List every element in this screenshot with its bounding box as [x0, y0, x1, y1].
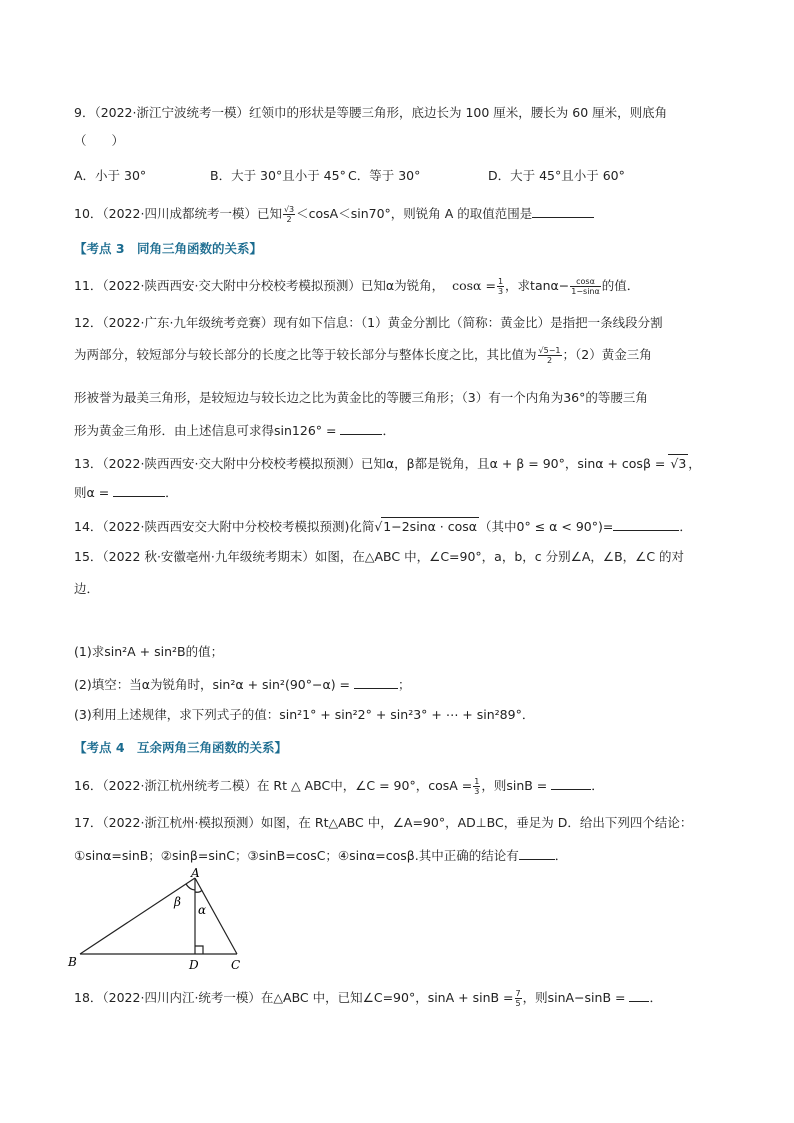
fraction-numerator: 1: [474, 777, 480, 786]
question-13-line-1: 13．（2022·陕西西安·交大附中分校校考模拟预测）已知α，β都是锐角，且α + β = 90°，sinα + cosβ = √3 ，: [74, 456, 701, 471]
option-c: C．等于 30°: [348, 168, 421, 183]
answer-blank: [629, 988, 649, 1002]
option-b: B．大于 30°且小于 45°: [210, 168, 346, 183]
question-15-sub-2-text: (2)填空：当α为锐角时，sin²α + sin²(90°−α) =: [74, 677, 351, 692]
triangle-figure: [66, 868, 256, 974]
question-12-line-3: 形被誉为最美三角形，是较短边与较长边之比为黄金比的等腰三角形；（3）有一个内角为36°的等腰三角: [74, 390, 648, 405]
fraction-denominator: 5: [515, 999, 521, 1008]
answer-blank: [340, 421, 382, 435]
label-beta: β: [174, 895, 181, 909]
option-a: A．小于 30°: [74, 168, 147, 183]
question-18: 18．（2022·四川内江·统考一模）在△ABC 中，已知∠C=90°，sinA + sinB = $\frac{7}{5}$ ，则sinA−sinB = ．: [74, 989, 662, 1008]
right-angle-marker: [195, 946, 203, 954]
answer-blank: [519, 846, 555, 860]
question-15-sub-2: (2)填空：当α为锐角时，sin²α + sin²(90°−α) = ；: [74, 677, 411, 692]
answer-blank: [613, 517, 679, 531]
question-16-prefix: 16．（2022·浙江杭州统考二模）在 Rt △ ABC中，∠C = 90°，cosA =: [74, 778, 473, 793]
fraction-numerator: √3: [283, 205, 295, 214]
answer-blank: [551, 776, 591, 790]
question-10-prefix: 10．（2022·四川成都统考一模）已知: [74, 206, 282, 221]
fraction-numerator: √5−1: [538, 346, 561, 355]
sqrt-radicand: 1−2sinα · cosα: [383, 519, 478, 534]
question-11-suffix: 的值．: [601, 278, 640, 293]
question-9-text: 9．（2022·浙江宁波统考一模）红领巾的形状是等腰三角形，底边长为 100 厘米，腰长为 60 厘米，则底角: [74, 105, 668, 120]
question-16-suffix: ，则sinB =: [481, 778, 548, 793]
section-heading-3: 【考点 3 同角三角函数的关系】: [74, 241, 263, 256]
fraction-denominator: 3: [474, 787, 480, 796]
question-12-line-2: [74, 346, 652, 365]
fraction-denominator: 3: [497, 287, 504, 296]
question-17-line-2: ①sinα=sinB；②sinβ=sinC；③sinB=cosC；④sinα=cosβ.其中正确的结论有 ．: [74, 848, 568, 863]
fraction-numerator: cosα: [570, 277, 601, 287]
angle-alpha-arc: [195, 890, 202, 892]
question-15-sub-1: (1)求sin²A + sin²B的值；: [74, 644, 224, 659]
question-11-cos: cosα =: [452, 278, 496, 293]
question-18-suffix: ，则sinA−sinB =: [522, 990, 626, 1005]
label-b: B: [68, 955, 77, 969]
label-alpha: α: [198, 903, 207, 917]
question-13-line-2-text: 则α =: [74, 485, 110, 500]
question-12-line-4-text: 形为黄金三角形．由上述信息可求得sin126° =: [74, 423, 337, 438]
fraction-denominator: 2: [546, 356, 553, 365]
question-16: 16．（2022·浙江杭州统考二模）在 Rt △ ABC中，∠C = 90°，cosA = $\frac{1}{3}$ ，则sinB = ．: [74, 777, 604, 796]
fraction-numerator: 7: [515, 989, 521, 998]
question-11-prefix: 11．（2022·陕西西安·交大附中分校校考模拟预测）已知α为锐角，: [74, 278, 445, 293]
fraction-numerator: 1: [497, 277, 504, 286]
question-10-fraction: [283, 205, 295, 224]
question-14: 14．（2022·陕西西安交大附中分校校考模拟预测)化简√1−2sinα · cosα （其中0° ≤ α < 90°)= ．: [74, 519, 692, 534]
label-d: D: [189, 958, 199, 972]
question-11-mid: ，求tanα−: [505, 278, 570, 293]
question-12-line-2-suffix: ；（2）黄金三角: [562, 347, 652, 362]
fraction-denominator: 1−sinα: [571, 287, 600, 296]
section-heading-4: 【考点 4 互余两角三角函数的关系】: [74, 740, 288, 755]
question-9-paren: （ ）: [74, 133, 125, 148]
angle-beta-arc: [186, 884, 195, 890]
question-15-line-1: 15．（2022 秋·安徽亳州·九年级统考期末）如图，在△ABC 中，∠C=90°，a，b，c 分别∠A，∠B，∠C 的对: [74, 549, 685, 564]
question-18-prefix: 18．（2022·四川内江·统考一模）在△ABC 中，已知∠C=90°，sinA + sinB =: [74, 990, 514, 1005]
question-14-suffix: （其中0° ≤ α < 90°)=: [479, 519, 614, 534]
answer-blank: [354, 675, 398, 689]
question-17-line-1: 17．（2022·浙江杭州·模拟预测）如图，在 Rt△ABC 中，∠A=90°，AD⊥BC，垂足为 D．给出下列四个结论：: [74, 815, 693, 830]
question-16-fraction: [473, 777, 480, 796]
question-12-line-4: 形为黄金三角形．由上述信息可求得sin126° = ．: [74, 423, 395, 438]
question-12-line-1: 12．（2022·广东·九年级统考竞赛）现有如下信息：（1）黄金分割比（简称：黄金比）是指把一条线段分割: [74, 315, 663, 330]
sqrt-radicand: 3: [678, 456, 687, 471]
question-14-prefix: 14．（2022·陕西西安交大附中分校校考模拟预测)化简: [74, 519, 375, 534]
question-11: [74, 277, 639, 296]
question-10-suffix: ＜cosA＜sin70°，则锐角 A 的取值范围是: [296, 206, 533, 221]
fraction-denominator: 2: [286, 215, 292, 224]
label-a: A: [191, 868, 200, 880]
question-12-fraction: [538, 346, 562, 365]
sqrt-3: √3: [670, 456, 687, 471]
question-10: [74, 204, 594, 224]
question-11-fraction-2: [570, 277, 601, 296]
answer-blank: [113, 483, 165, 497]
answer-blank: [532, 204, 594, 218]
question-11-fraction-1: [497, 277, 504, 296]
question-12-line-2-prefix: 为两部分，较短部分与较长部分的长度之比等于较长部分与整体长度之比，其比值为: [74, 347, 537, 362]
option-d: D．大于 45°且小于 60°: [488, 168, 625, 183]
question-18-fraction: [515, 989, 522, 1008]
side-ab: [80, 878, 195, 954]
question-13-text: 13．（2022·陕西西安·交大附中分校校考模拟预测）已知α，β都是锐角，且α + β = 90°，sinα + cosβ =: [74, 456, 670, 471]
question-15-sub-3: (3)利用上述规律，求下列式子的值：sin²1° + sin²2° + sin²3° + ⋯ + sin²89°．: [74, 707, 535, 722]
question-15-line-2: 边．: [74, 581, 100, 596]
question-13-line-2: 则α = ．: [74, 485, 178, 500]
question-17-line-2-text: ①sinα=sinB；②sinβ=sinC；③sinB=cosC；④sinα=cosβ.其中正确的结论有: [74, 848, 519, 863]
label-c: C: [231, 958, 241, 972]
